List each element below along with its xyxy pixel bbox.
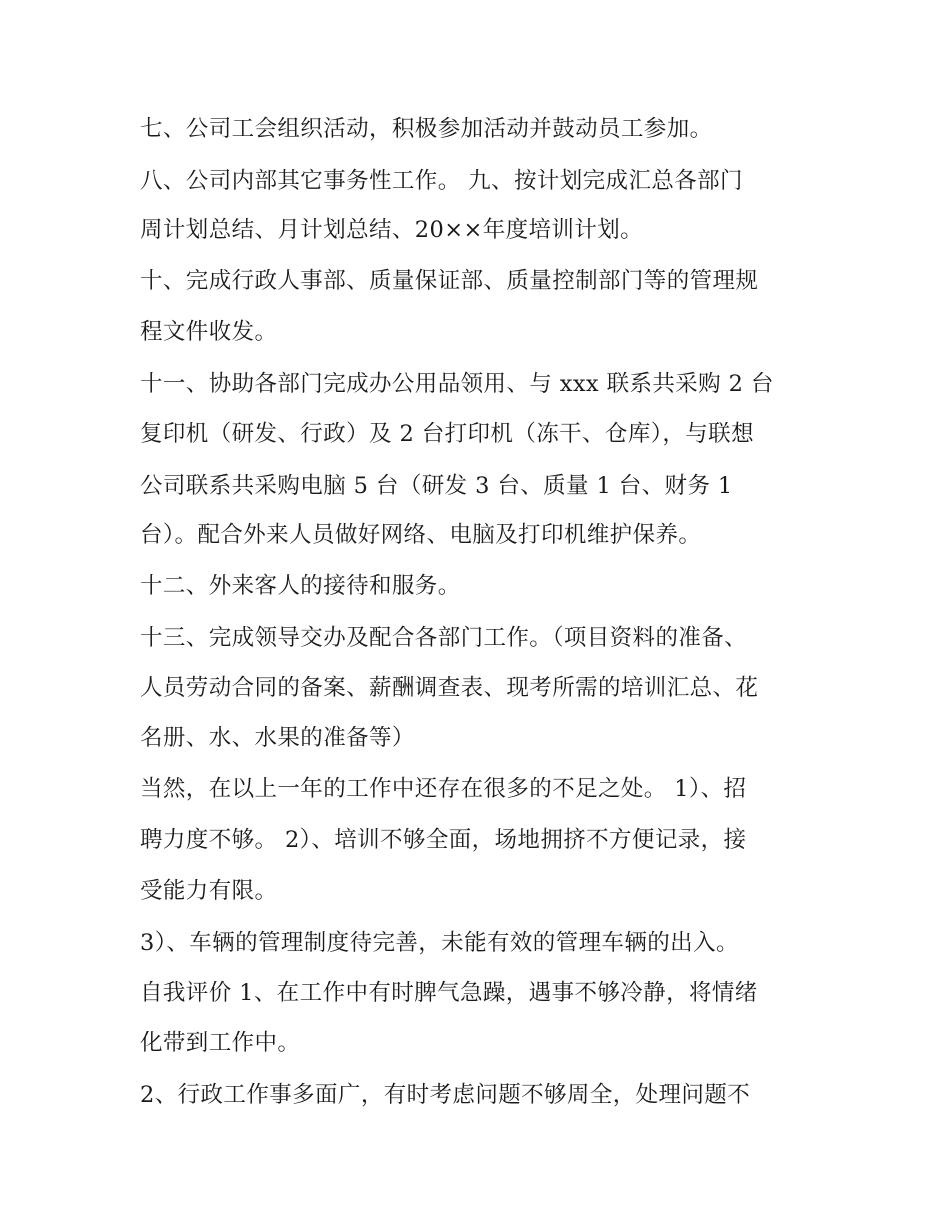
text-line: 受能力有限。 bbox=[140, 878, 278, 904]
text-line: 八、公司内部其它事务性工作。 九、按计划完成汇总各部门 bbox=[140, 168, 743, 194]
text-line: 3）、车辆的管理制度待完善，未能有效的管理车辆的出入。 bbox=[140, 930, 739, 956]
text-line: 人员劳动合同的备案、薪酬调查表、现考所需的培训汇总、花 bbox=[140, 675, 759, 701]
text-line: 十二、外来客人的接待和服务。 bbox=[140, 573, 461, 599]
text-line: 自我评价 1、在工作中有时脾气急躁，遇事不够冷静，将情绪 bbox=[140, 980, 758, 1006]
text-line: 程文件收发。 bbox=[140, 319, 278, 345]
text-line: 化带到工作中。 bbox=[140, 1030, 301, 1056]
text-line: 七、公司工会组织活动，积极参加活动并鼓动员工参加。 bbox=[140, 116, 713, 142]
text-line: 十、完成行政人事部、质量保证部、质量控制部门等的管理规 bbox=[140, 268, 759, 294]
text-line: 复印机（研发、行政）及 2 台打印机（冻干、仓库），与联想 bbox=[140, 421, 754, 447]
text-line: 聘力度不够。 2）、培训不够全面，场地拥挤不方便记录，接 bbox=[140, 827, 747, 853]
text-line: 名册、水、水果的准备等） bbox=[140, 725, 415, 751]
text-line: 十三、完成领导交办及配合各部门工作。（项目资料的准备、 bbox=[140, 625, 748, 651]
text-line: 台）。配合外来人员做好网络、电脑及打印机维护保养。 bbox=[140, 522, 702, 548]
text-line: 公司联系共采购电脑 5 台（研发 3 台、质量 1 台、财务 1 bbox=[140, 473, 733, 499]
text-line: 2、行政工作事多面广，有时考虑问题不够周全，处理问题不 bbox=[140, 1082, 751, 1108]
text-line: 十一、协助各部门完成办公用品领用、与 xxx 联系共采购 2 台 bbox=[140, 371, 774, 397]
text-line: 周计划总结、月计划总结、20××年度培训计划。 bbox=[140, 217, 644, 243]
text-line: 当然，在以上一年的工作中还存在很多的不足之处。 1）、招 bbox=[140, 776, 747, 802]
